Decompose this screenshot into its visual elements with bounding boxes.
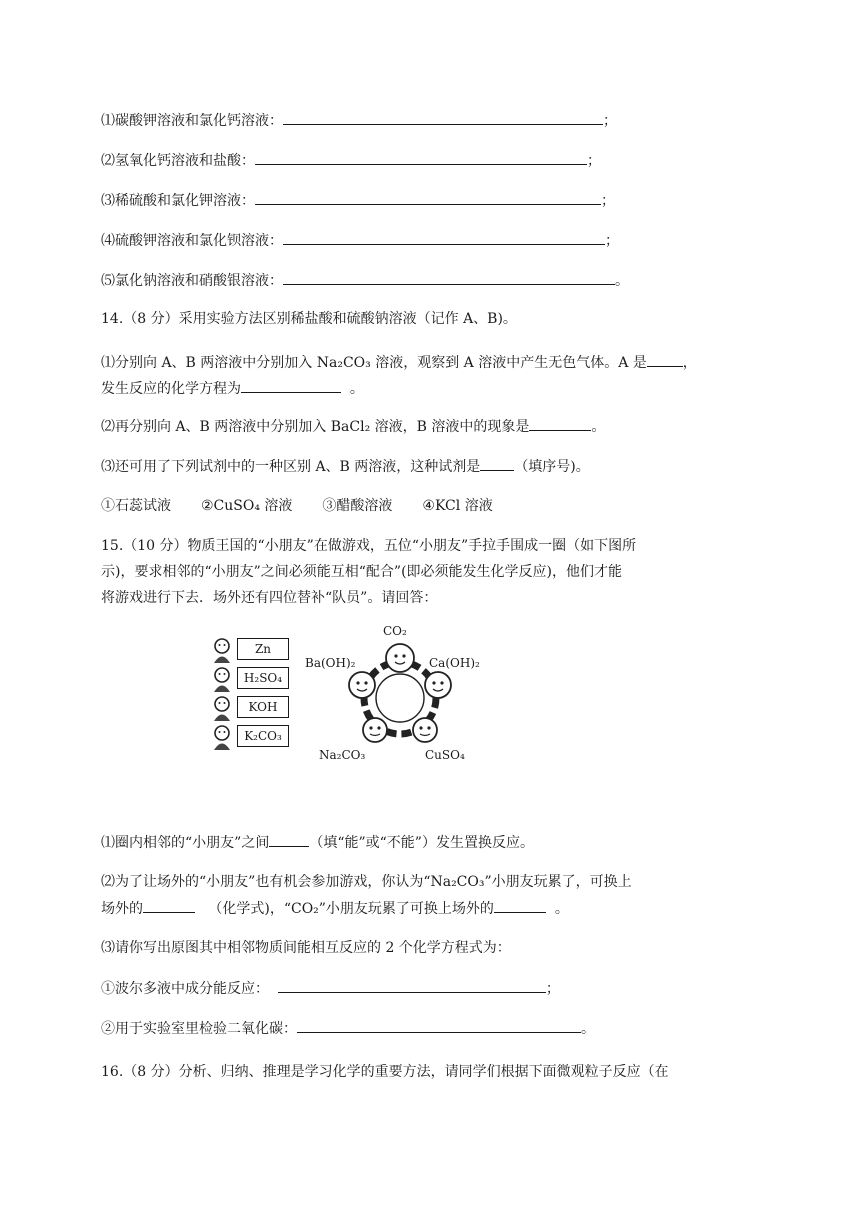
answer-blank[interactable] [494,898,546,913]
q13-item-1 [101,110,617,131]
q14-part3 [101,456,590,477]
q13-item-5-text: ⑸氯化钠溶液和硝酸银溶液： [101,273,283,289]
kids-circle-illustration [345,638,455,750]
punct: 。 [591,419,606,435]
q15-p1-text2: （填“能”或“不能”）发生置换反应。 [309,835,534,851]
q15-line1: 15.（10 分）物质王国的“小朋友”在做游戏，五位“小朋友”手拉手围成一圈（如下图所 [101,538,637,554]
answer-blank[interactable] [255,150,587,165]
q15-part2-line2 [101,898,569,919]
q13-item-4-text: ⑷硫酸钾溶液和氯化钡溶液： [101,233,283,249]
answer-blank[interactable] [269,832,309,847]
punct: ； [545,981,560,997]
punct: ； [603,113,617,129]
kid-icon [211,696,233,722]
sub-h2so4: H₂SO₄ [237,667,289,689]
q15-p2-text2: （化学式)，“CO₂”小朋友玩累了可换上场外的 [208,901,494,917]
q15-p1-text: ⑴圈内相邻的“小朋友”之间 [101,835,270,851]
sub-zn: Zn [237,638,289,660]
q15-part2-line1: ⑵为了让场外的“小朋友”也有机会参加游戏，你认为“Na₂CO₃”小朋友玩累了，可换上 [101,874,632,890]
answer-blank[interactable] [647,352,683,367]
answer-blank[interactable] [278,978,546,993]
q13-item-5 [101,270,629,291]
q14-part1-line2 [101,378,364,399]
q15-eq1 [101,978,560,999]
q14-p1-text: ⑴分别向 A、B 两溶液中分别加入 Na₂CO₃ 溶液，观察到 A 溶液中产生无色气体。A 是 [101,355,647,371]
q13-item-3 [101,190,615,211]
option-3[interactable]: ③醋酸溶液 [322,498,393,514]
game-figure [205,624,495,774]
circle-label-baoh2: Ba(OH)₂ [305,656,356,670]
circle-label-caoh2: Ca(OH)₂ [429,656,480,670]
answer-blank[interactable] [255,190,601,205]
punct: 。 [554,901,569,917]
q15-eq2 [101,1018,595,1039]
punct: ； [601,193,615,209]
answer-blank[interactable] [283,270,615,285]
answer-blank[interactable] [529,416,591,431]
answer-blank[interactable] [283,230,605,245]
kid-icon [211,667,233,693]
q14-p3-text: ⑶还可用了下列试剂中的一种区别 A、B 两溶液，这种试剂是 [101,459,481,475]
q14-part2 [101,416,605,437]
answer-blank[interactable] [241,378,341,393]
q15-part3: ⑶请你写出原图其中相邻物质间能相互反应的 2 个化学方程式为： [101,940,511,956]
circle-label-co2: CO₂ [383,624,407,638]
kid-icon [211,725,233,751]
circle-label-cuso4: CuSO₄ [425,748,465,762]
q15-eq2-text: ②用于实验室里检验二氧化碳： [101,1021,297,1037]
q14-p3-text2: （填序号)。 [514,459,590,475]
kid-icon [211,638,233,664]
answer-blank[interactable] [143,898,195,913]
punct: ； [587,153,601,169]
q13-item-1-text: ⑴碳酸钾溶液和氯化钙溶液： [101,113,283,129]
q15-p2-text: 场外的 [101,901,143,917]
q14-heading: 14.（8 分）采用实验方法区别稀盐酸和硫酸钠溶液（记作 A、B)。 [101,311,517,327]
punct: 。 [349,381,364,397]
q14-p2-text: ⑵再分别向 A、B 两溶液中分别加入 BaCl₂ 溶液，B 溶液中的现象是 [101,419,530,435]
q14-options [101,496,523,516]
answer-blank[interactable] [480,456,514,471]
q15-eq1-text: ①波尔多液中成分能反应： [101,981,269,997]
answer-blank[interactable] [297,1018,581,1033]
punct: ； [605,233,619,249]
q15-line2: 示)，要求相邻的“小朋友”之间必须能互相“配合”(即必须能发生化学反应)，他们才能 [101,564,623,580]
punct: 。 [581,1021,595,1037]
punct: 。 [615,273,629,289]
q13-item-3-text: ⑶稀硫酸和氯化钾溶液： [101,193,255,209]
sub-koh: KOH [237,696,289,718]
q15-line3: 将游戏进行下去．场外还有四位替补“队员”。请回答： [101,590,438,606]
q14-part1-line1 [101,352,697,373]
circle-label-na2co3: Na₂CO₃ [319,748,366,762]
q13-item-4 [101,230,619,251]
q14-p1-text2: 发生反应的化学方程为 [101,381,241,397]
q13-item-2 [101,150,601,171]
punct: ， [682,355,697,371]
option-1[interactable]: ①石蕊试液 [101,498,171,514]
option-2[interactable]: ②CuSO₄ 溶液 [201,498,293,514]
q13-item-2-text: ⑵氢氧化钙溶液和盐酸： [101,153,255,169]
q16-line1: 16.（8 分）分析、归纳、推理是学习化学的重要方法，请同学们根据下面微观粒子反应（在 [101,1064,669,1080]
answer-blank[interactable] [283,110,603,125]
q15-part1 [101,832,534,853]
option-4[interactable]: ④KCl 溶液 [422,498,493,514]
sub-k2co3: K₂CO₃ [237,725,289,747]
